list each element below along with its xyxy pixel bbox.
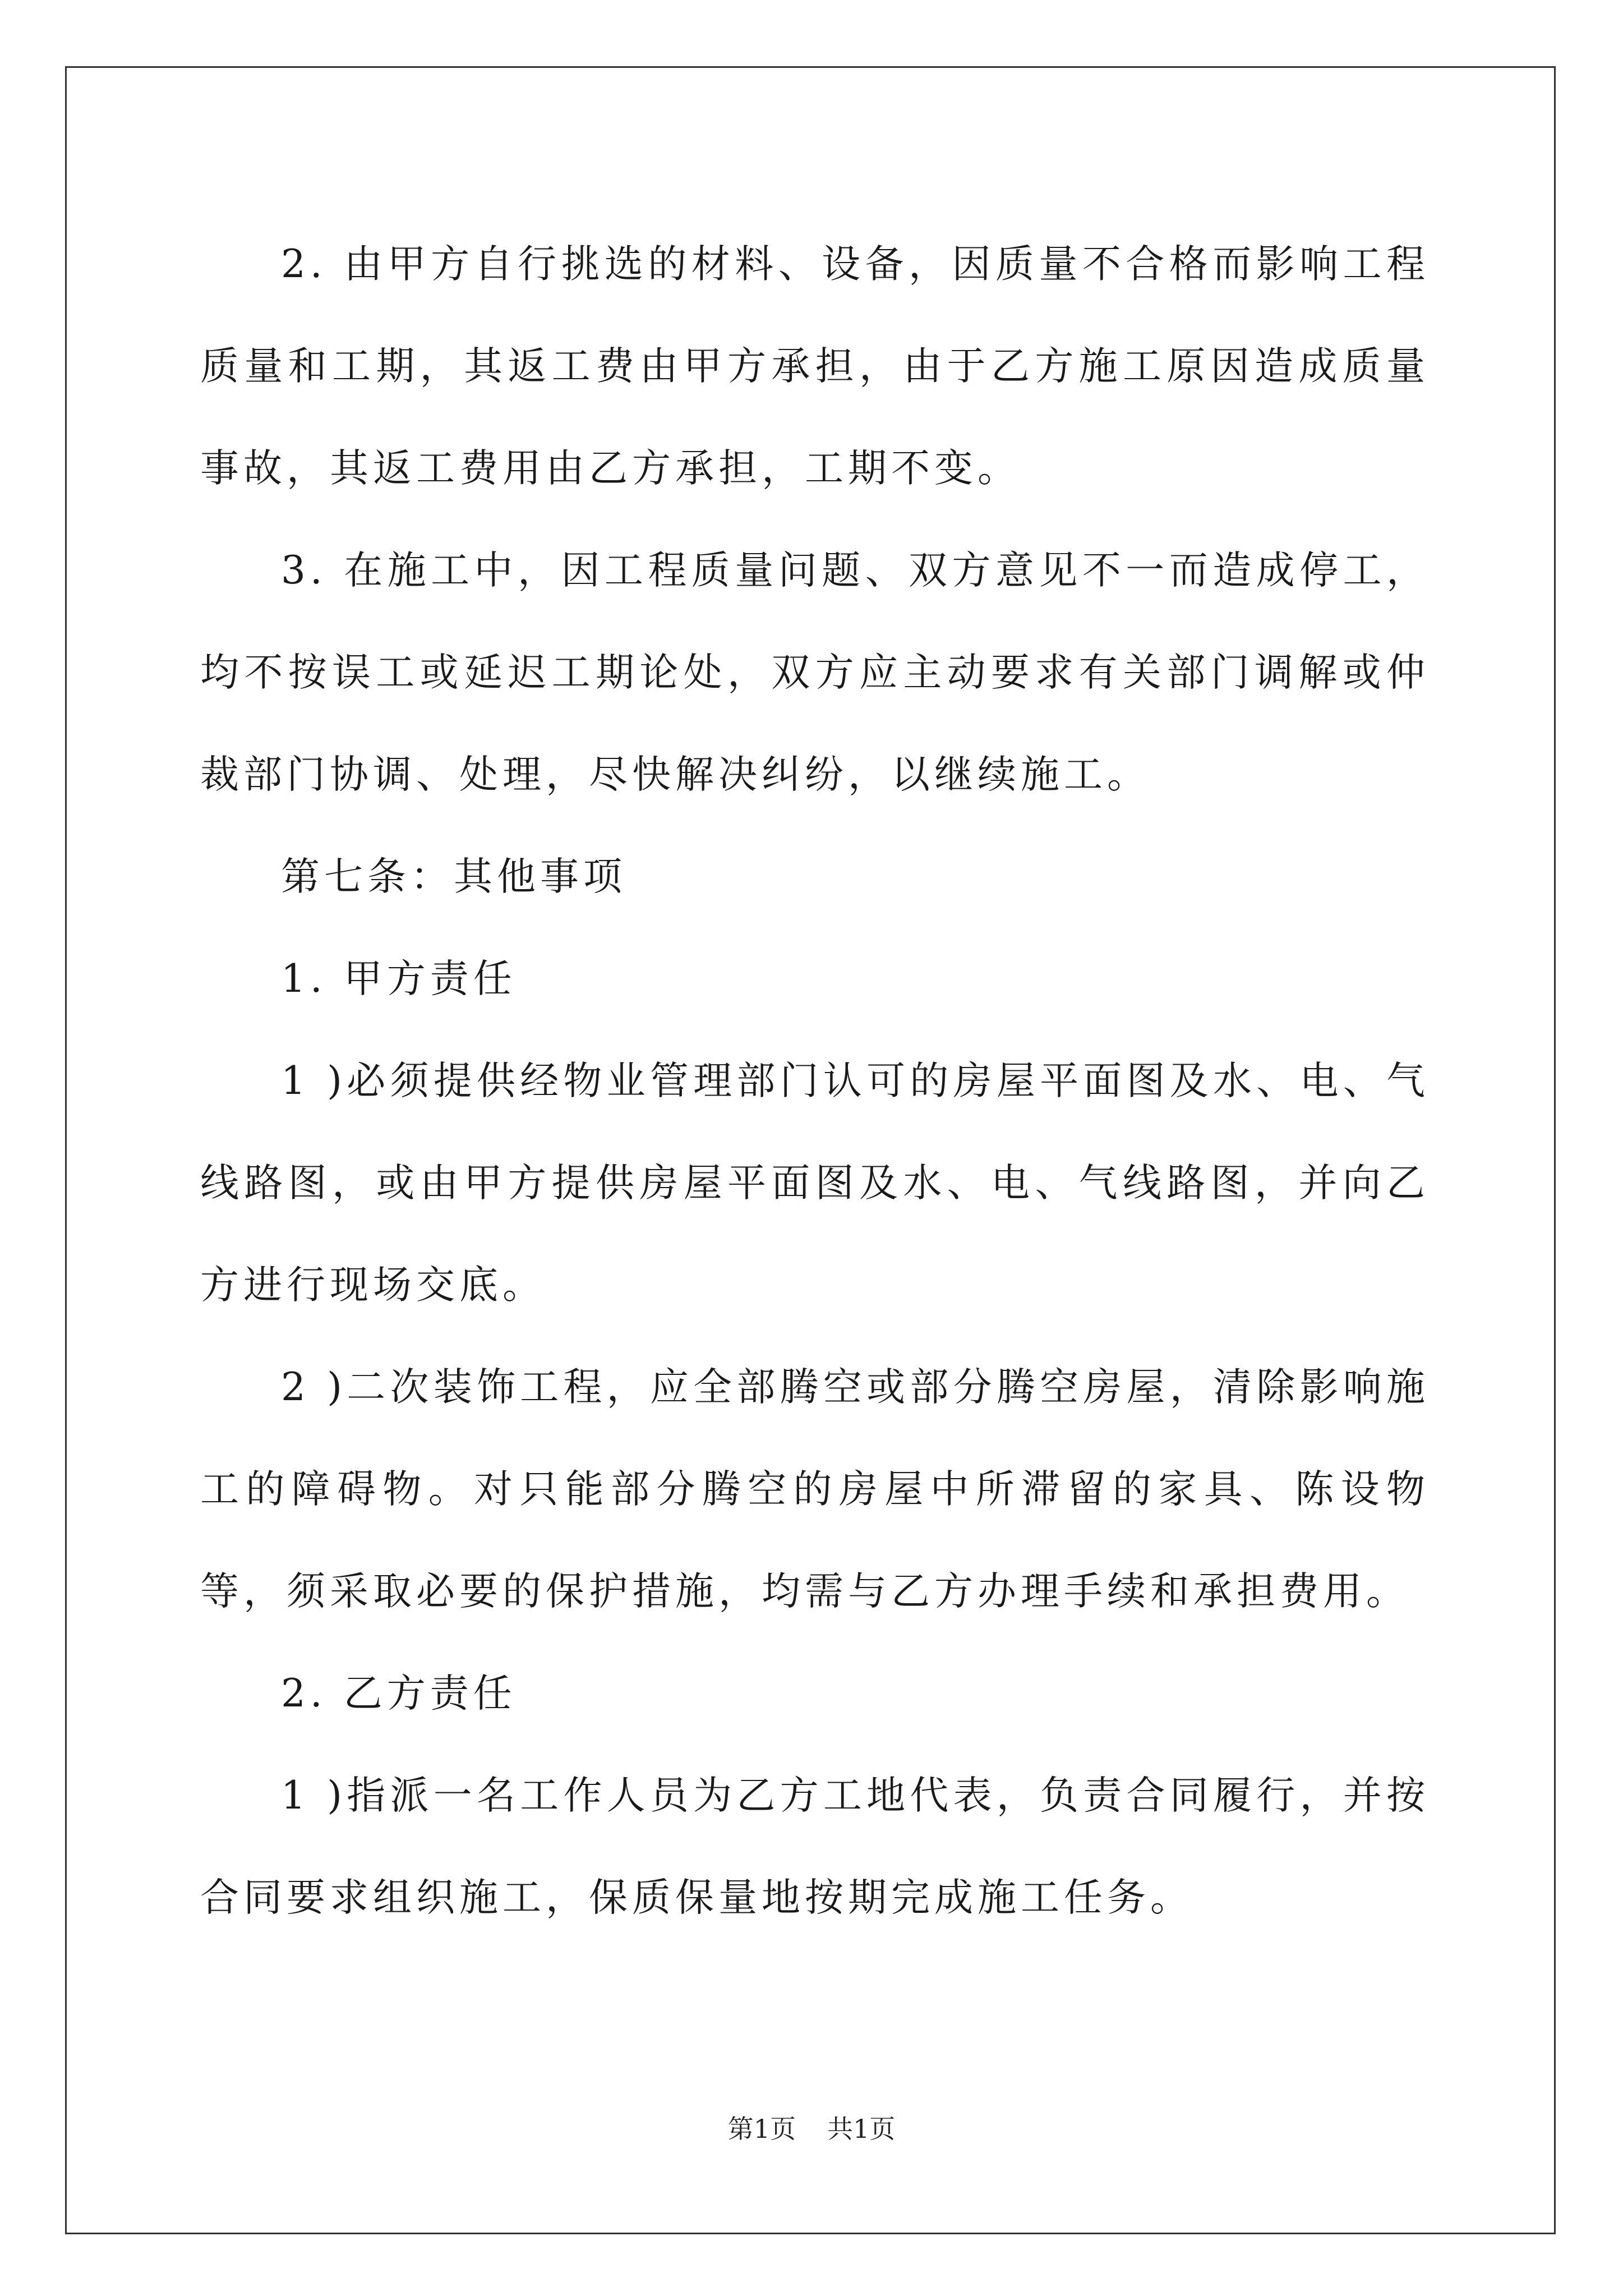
paragraph-item-3: 3. 在施工中，因工程质量问题、双方意见不一而造成停工，均不按误工或延迟工期论处，双方应主动要求有关部门调解或仲裁部门协调、处理，尽快解决纠纷，以继续施工。 (200, 548, 1430, 797)
paragraph-party-a-2: 2 )二次装饰工程，应全部腾空或部分腾空房屋，清除影响施工的障碍物。对只能部分腾空的房屋中所滞留的家具、陈设物等，须采取必要的保护措施，均需与乙方办理手续和承担费用。 (200, 1365, 1430, 1614)
paragraph-item-2: 2. 由甲方自行挑选的材料、设备，因质量不合格而影响工程质量和工期，其返工费由甲方承担，由于乙方施工原因造成质量事故，其返工费用由乙方承担，工期不变。 (200, 242, 1430, 491)
section-heading-article-7: 第七条：其他事项 (281, 854, 626, 899)
subheading-party-b: 2. 乙方责任 (281, 1671, 517, 1716)
page-total: 共1页 (827, 2114, 896, 2144)
page-footer (0, 2112, 1623, 2146)
subheading-party-a: 1. 甲方责任 (281, 956, 517, 1001)
document-body (200, 213, 1430, 1949)
page-number: 第1页 (727, 2114, 796, 2144)
paragraph-party-a-1: 1 )必须提供经物业管理部门认可的房屋平面图及水、电、气线路图，或由甲方提供房屋平面图及水、电、气线路图，并向乙方进行现场交底。 (200, 1059, 1430, 1308)
paragraph-party-b-1: 1 )指派一名工作人员为乙方工地代表，负责合同履行，并按合同要求组织施工，保质保量地按期完成施工任务。 (200, 1773, 1430, 1920)
